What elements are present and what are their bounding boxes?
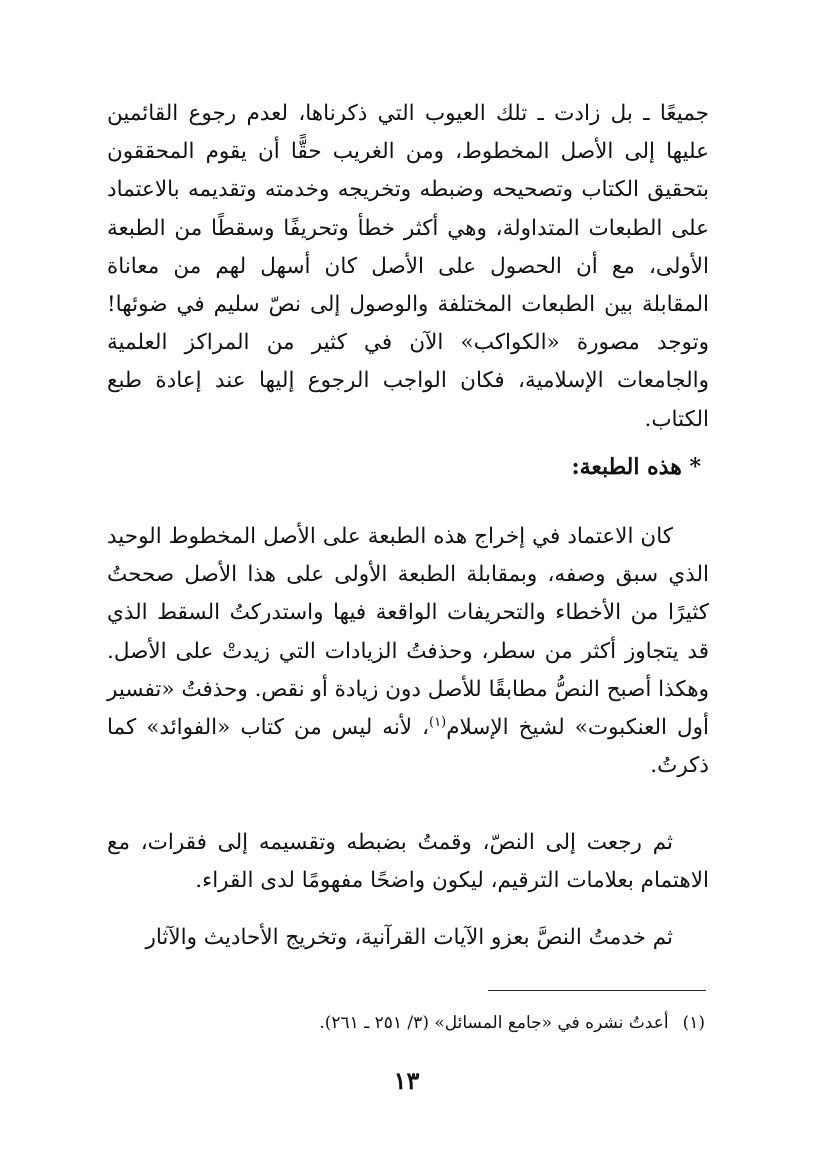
footnote-text: أعدتُ نشره في «جامع المسائل» (٣/ ٢٥١ ـ ٢٦١).	[319, 1013, 669, 1033]
paragraph-edition-text-end: ، لأنه ليس من كتاب «الفوائد» كما ذكرتُ.	[107, 715, 709, 779]
footnote-number: (١)	[682, 1013, 705, 1033]
footnote-divider	[488, 990, 706, 991]
paragraph-intro: جميعًا ـ بل زادت ـ تلك العيوب التي ذكرناها، لعدم رجوع القائمين عليها إلى الأصل المخطوط، ومن الغريب حقًّا أن يقوم المحققون بتحقيق الكتاب وتصحيحه وضبطه وتخريجه وخدمته وتقديمه بالاعتماد على الطبعات المتداولة، وهي أكثر خطأ وتحريفًا وسقطًا من الطبعة الأولى، مع أن الحصول على الأصل كان أسهل لهم من معاناة المقابلة بين الطبعات المختلفة والوصول إلى نصّ سليم في ضوئها! وتوجد مصورة «الكواكب» الآن في كثير من المراكز العلمية والجامعات الإسلامية، فكان الواجب الرجوع إليها عند إعادة طبع الكتاب.	[107, 101, 709, 432]
paragraph-edition	[107, 518, 709, 785]
paragraph-service: ثم خدمتُ النصَّ بعزو الآيات القرآنية، وتخريج الأحاديث والآثار	[145, 925, 673, 950]
section-heading: * هذه الطبعة:	[571, 454, 701, 480]
footnote	[105, 1008, 705, 1038]
page-number: ١٣	[393, 1066, 420, 1095]
paragraph-edition-text: كان الاعتماد في إخراج هذه الطبعة على الأصل المخطوط الوحيد الذي سبق وصفه، وبمقابلة الطبعة الأولى على هذا الأصل صححتُ كثيرًا من الأخطاء والتحريفات الواقعة فيها واستدركتُ السقط الذي قد يتجاوز أكثر من سطر، وحذفتُ الزيادات التي زيدتْ على الأصل. وهكذا أصبح النصُّ مطابقًا للأصل دون زيادة أو نقص. وحذفتُ «تفسير أول العنكبوت» لشيخ الإسلام	[107, 524, 709, 741]
footnote-reference: (١)	[429, 714, 447, 730]
paragraph-punctuation: ثم رجعت إلى النصّ، وقمتُ بضبطه وتقسيمه إلى فقرات، مع الاهتمام بعلامات الترقيم، ليكون واضحًا مفهومًا لدى القراء.	[107, 830, 709, 894]
